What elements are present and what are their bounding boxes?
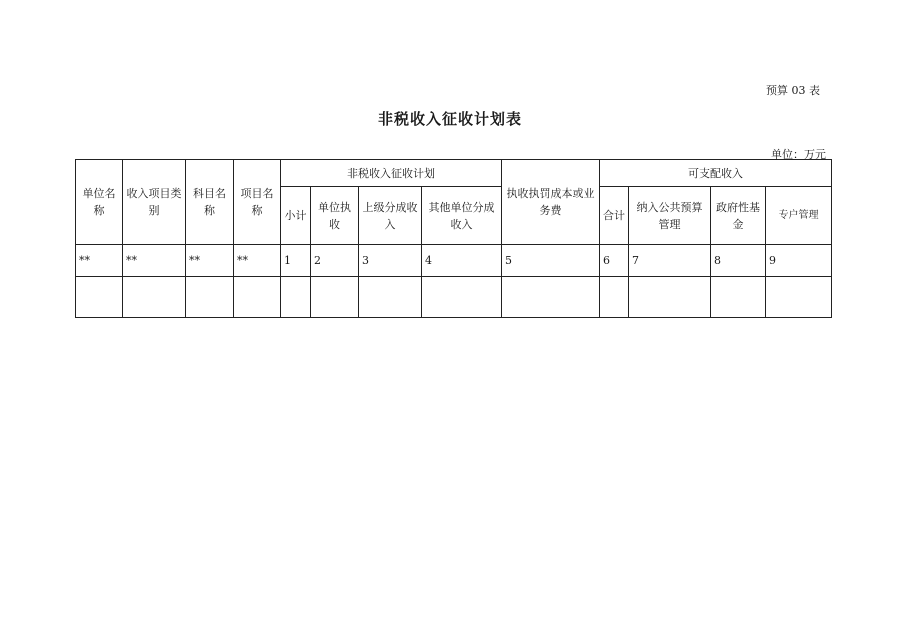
header-subtotal: 小计	[281, 187, 311, 245]
cell-enforcement-cost: 5	[502, 245, 600, 277]
cell-subtotal: 1	[281, 245, 311, 277]
cell-other-unit-share: 4	[422, 245, 502, 277]
plan-table	[75, 159, 832, 318]
cell-superior-share: 3	[359, 245, 422, 277]
cell-income-item-category: **	[123, 245, 186, 277]
header-income-item-category: 收入项目类别	[123, 160, 186, 245]
header-plan-group: 非税收入征收计划	[281, 160, 502, 187]
table-row	[76, 277, 832, 318]
cell-gov-fund: 8	[711, 245, 766, 277]
header-public-budget: 纳入公共预算管理	[629, 187, 711, 245]
cell-subject-name	[186, 277, 234, 318]
header-gov-fund: 政府性基金	[711, 187, 766, 245]
header-project-name: 项目名称	[234, 160, 281, 245]
cell-subtotal	[281, 277, 311, 318]
form-number: 预算 03 表	[766, 84, 820, 97]
header-special-account: 专户管理	[766, 187, 832, 245]
header-enforcement-cost: 执收执罚成本或业务费	[502, 160, 600, 245]
cell-unit-name	[76, 277, 123, 318]
header-subject-name: 科目名称	[186, 160, 234, 245]
cell-unit-name: **	[76, 245, 123, 277]
cell-total	[600, 277, 629, 318]
cell-other-unit-share	[422, 277, 502, 318]
cell-special-account: 9	[766, 245, 832, 277]
cell-public-budget	[629, 277, 711, 318]
header-disposable-group: 可支配收入	[600, 160, 832, 187]
header-unit-name: 单位名称	[76, 160, 123, 245]
cell-project-name: **	[234, 245, 281, 277]
table-row	[76, 245, 832, 277]
cell-superior-share	[359, 277, 422, 318]
cell-enforcement-cost	[502, 277, 600, 318]
unit-label: 单位：万元	[771, 148, 826, 161]
header-unit-execution: 单位执收	[311, 187, 359, 245]
header-superior-share: 上级分成收入	[359, 187, 422, 245]
cell-total: 6	[600, 245, 629, 277]
cell-public-budget: 7	[629, 245, 711, 277]
cell-project-name	[234, 277, 281, 318]
cell-special-account	[766, 277, 832, 318]
header-total: 合计	[600, 187, 629, 245]
cell-gov-fund	[711, 277, 766, 318]
page-title: 非税收入征收计划表	[377, 110, 522, 128]
cell-income-item-category	[123, 277, 186, 318]
cell-subject-name: **	[186, 245, 234, 277]
cell-unit-execution: 2	[311, 245, 359, 277]
header-other-unit-share: 其他单位分成收入	[422, 187, 502, 245]
cell-unit-execution	[311, 277, 359, 318]
